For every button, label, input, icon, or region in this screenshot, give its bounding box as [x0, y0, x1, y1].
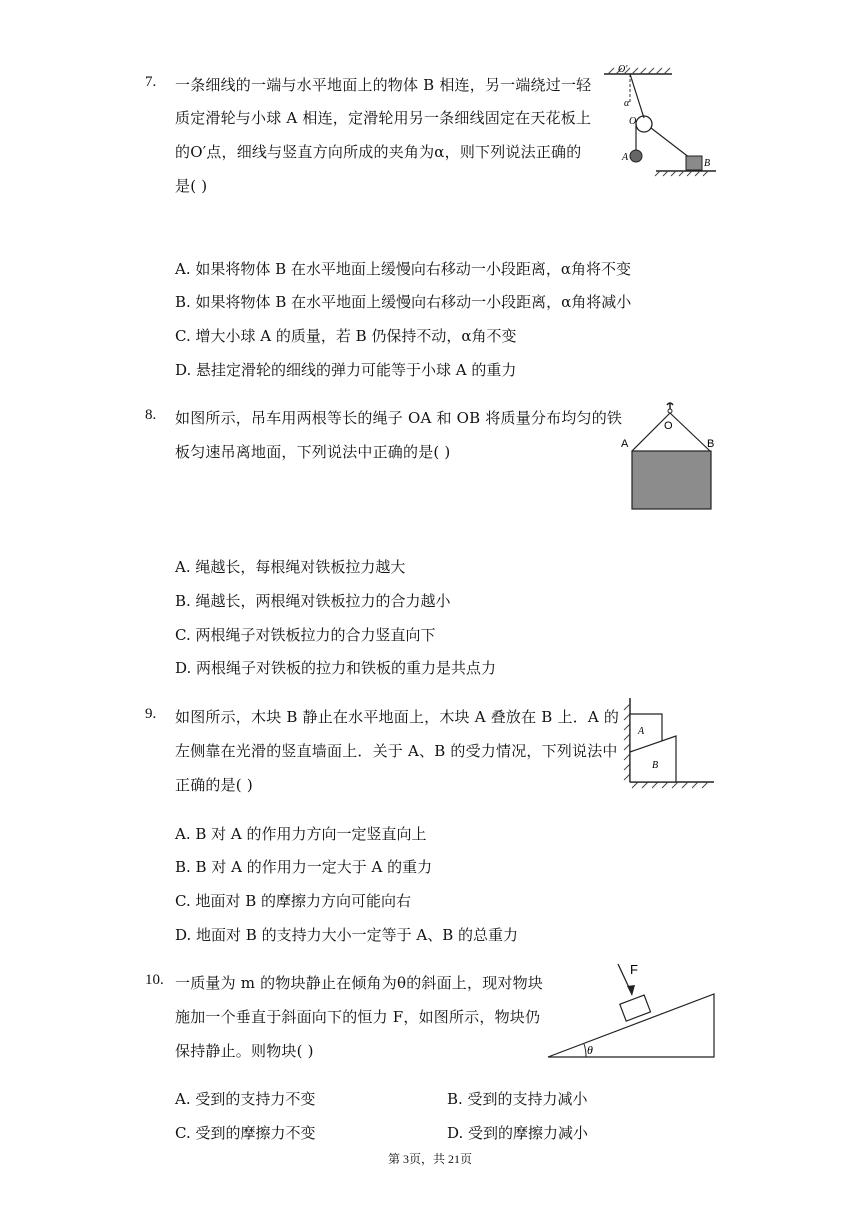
question-9-blocks-wall-figure [618, 694, 718, 792]
fig8-label-a: A [621, 438, 629, 450]
question-7-number: 7. [145, 74, 157, 90]
question-10-option-c[interactable]: C. 受到的摩擦力不变 [175, 1124, 316, 1142]
fig9-label-b: B [652, 760, 659, 771]
question-7-stem-line-3: 的O′点，细线与竖直方向所成的夹角为α，则下列说法正确的 [175, 143, 582, 161]
fig10-label-theta: θ [587, 1043, 593, 1057]
question-7-option-a[interactable]: A. 如果将物体 B 在水平地面上缓慢向右移动一小段距离，α角将不变 [175, 260, 632, 278]
question-7-pulley-figure [600, 62, 720, 178]
question-8-stem-line-2: 板匀速吊离地面，下列说法中正确的是( ) [175, 443, 451, 461]
question-8-crane-plate-figure [618, 395, 722, 515]
fig10-label-f: F [630, 962, 638, 977]
question-10-stem-line-2: 施加一个垂直于斜面向下的恒力 F，如图所示，物块仍 [175, 1008, 541, 1026]
fig8-label-b: B [707, 438, 715, 450]
page-footer: 第 3页，共 21页 [387, 1152, 472, 1166]
question-9-option-b[interactable]: B. B 对 A 的作用力一定大于 A 的重力 [175, 858, 433, 876]
question-7-option-d[interactable]: D. 悬挂定滑轮的细线的弹力可能等于小球 A 的重力 [175, 361, 517, 379]
fig7-label-o: O [629, 116, 637, 127]
question-8-stem-line-1: 如图所示，吊车用两根等长的绳子 OA 和 OB 将质量分布均匀的铁 [175, 409, 623, 427]
question-7-stem-line-1: 一条细线的一端与水平地面上的物体 B 相连，另一端绕过一轻 [175, 76, 592, 94]
question-7-option-b[interactable]: B. 如果将物体 B 在水平地面上缓慢向右移动一小段距离，α角将减小 [175, 293, 632, 311]
fig9-label-a: A [638, 726, 645, 737]
fig7-label-alpha: α [624, 98, 630, 109]
question-9-option-c[interactable]: C. 地面对 B 的摩擦力方向可能向右 [175, 892, 412, 910]
question-7-stem-line-2: 质定滑轮与小球 A 相连，定滑轮用另一条细线固定在天花板上 [175, 109, 592, 127]
question-8-option-d[interactable]: D. 两根绳子对铁板的拉力和铁板的重力是共点力 [175, 659, 497, 677]
fig7-label-b: B [704, 158, 711, 169]
question-8-option-b[interactable]: B. 绳越长，两根绳对铁板拉力的合力越小 [175, 592, 451, 610]
question-10-option-b[interactable]: B. 受到的支持力减小 [447, 1090, 588, 1108]
question-9-stem-line-1: 如图所示，木块 B 静止在水平地面上，木块 A 叠放在 B 上．A 的 [175, 708, 620, 726]
question-9-number: 9. [145, 706, 157, 722]
fig7-label-o-prime: O' [618, 64, 628, 75]
question-8-number: 8. [145, 407, 157, 423]
question-9-option-a[interactable]: A. B 对 A 的作用力方向一定竖直向上 [175, 825, 427, 843]
question-9-stem-line-3: 正确的是( ) [175, 776, 253, 794]
question-7-option-c[interactable]: C. 增大小球 A 的质量，若 B 仍保持不动，α角不变 [175, 327, 517, 345]
question-10-stem-line-3: 保持静止。则物块( ) [175, 1042, 314, 1060]
question-9-option-d[interactable]: D. 地面对 B 的支持力大小一定等于 A、B 的总重力 [175, 926, 518, 944]
question-10-number: 10. [145, 972, 164, 988]
question-8-option-a[interactable]: A. 绳越长，每根绳对铁板拉力越大 [175, 558, 406, 576]
question-10-stem-line-1: 一质量为 m 的物块静止在倾角为θ的斜面上，现对物块 [175, 974, 543, 992]
fig8-label-o: O [664, 420, 673, 432]
question-10-option-d[interactable]: D. 受到的摩擦力减小 [447, 1124, 589, 1142]
fig7-label-a: A [622, 152, 629, 163]
question-7-stem-line-4: 是( ) [175, 177, 208, 195]
question-8-option-c[interactable]: C. 两根绳子对铁板拉力的合力竖直向下 [175, 626, 436, 644]
question-10-incline-figure [544, 958, 718, 1062]
question-10-option-a[interactable]: A. 受到的支持力不变 [175, 1090, 316, 1108]
question-9-stem-line-2: 左侧靠在光滑的竖直墙面上．关于 A、B 的受力情况，下列说法中 [175, 742, 618, 760]
